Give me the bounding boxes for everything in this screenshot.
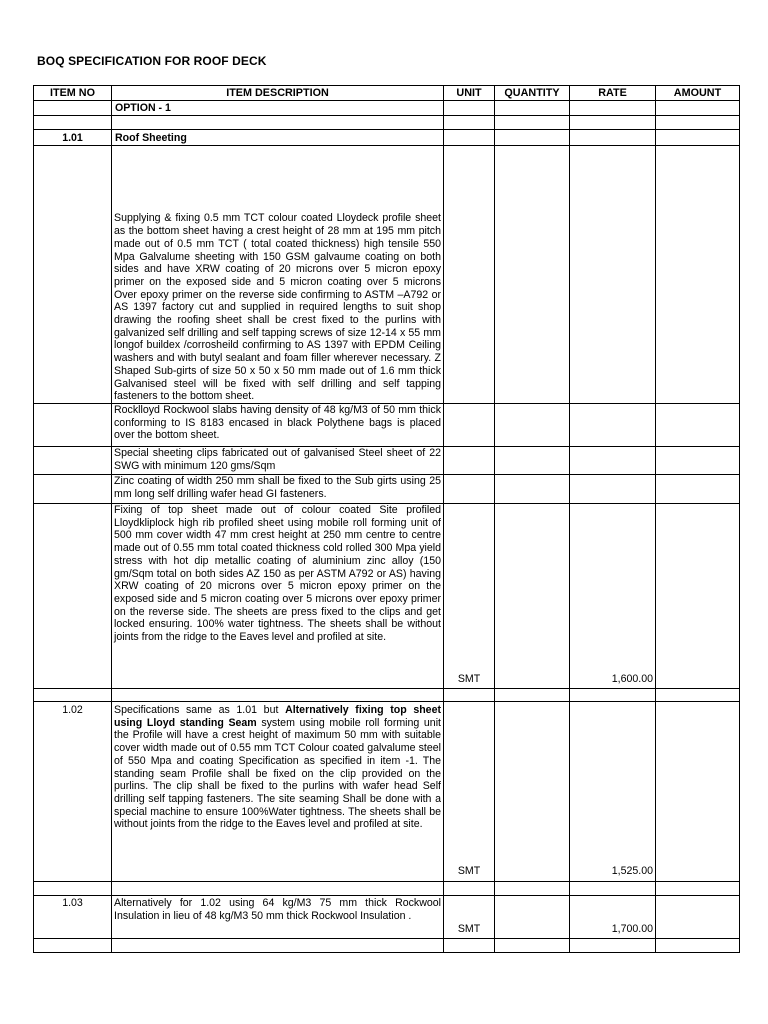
item-unit: SMT xyxy=(444,504,495,689)
header-row xyxy=(34,86,740,101)
table-row xyxy=(34,896,740,939)
item-rate: 1,525.00 xyxy=(570,702,656,882)
table-row xyxy=(34,116,740,130)
item-rate: 1,700.00 xyxy=(570,896,656,939)
item-heading: Roof Sheeting xyxy=(112,130,444,146)
table-row xyxy=(34,504,740,689)
header-unit: UNIT xyxy=(444,86,495,101)
table-row xyxy=(34,939,740,953)
item-number: 1.03 xyxy=(34,896,112,939)
item-number: 1.02 xyxy=(34,702,112,882)
item-description: Supplying & fixing 0.5 mm TCT colour coated Lloydeck profile sheet as the bottom sheet having a crest height of 28 mm at 195 mm pitch made out of 0.5 mm TCT ( total coated thickness) high tensile 550 Mpa Galvalume sheeting with 150 GSM galvaume coating on both sides and have XRW coating of 20 microns over 5 micron epoxy primer on the exposed side and 5 micron coating over 5 microns Over epoxy primer on the reverse side confirming to ASTM –A792 or AS 1397 factory cut and supplied in required lengths to suit shop drawing the roofing sheet shall be crest fixed to the purlins with galvanized self drilling and self tapping screws of size 12-14 x 55 mm longof buildex /corrosheild confirming to AS 1397 with EPDM Ceiling washers and with butyl sealant and foam filler wherever necessary. Z Shaped Sub-girts of size 50 x 50 x 50 mm made out of 1.6 mm thick Galvanised steel will be fixed with self drilling and self tapping fasteners to the bottom sheet. xyxy=(112,146,444,404)
item-number: 1.01 xyxy=(34,130,112,146)
item-description-bold: Alternatively fixing top sheet using Lloyd standing Seam xyxy=(114,704,441,729)
table-row xyxy=(34,146,740,404)
header-item-description: ITEM DESCRIPTION xyxy=(112,86,444,101)
item-unit: SMT xyxy=(444,702,495,882)
option-label: OPTION - 1 xyxy=(112,101,444,116)
table-row xyxy=(34,447,740,475)
header-rate: RATE xyxy=(570,86,656,101)
item-description: Rocklloyd Rockwool slabs having density of 48 kg/M3 of 50 mm thick conforming to IS 8183 encased in black Polythene bags is placed over the bottom sheet. xyxy=(112,404,444,447)
table-row xyxy=(34,702,740,882)
item-description: Special sheeting clips fabricated out of galvanised Steel sheet of 22 SWG with minimum 120 gms/Sqm xyxy=(112,447,444,475)
item-description: Zinc coating of width 250 mm shall be fixed to the Sub girts using 25 mm long self drilling wafer head GI fasteners. xyxy=(112,475,444,504)
item-rate: 1,600.00 xyxy=(570,504,656,689)
item-description xyxy=(112,702,444,882)
item-description: Fixing of top sheet made out of colour coated Site profiled Lloydkliplock high rib profiled sheet using mobile roll forming unit of 500 mm cover width 47 mm crest height at 250 mm centre to centre made out of 0.55 mm total coated thickness cold rolled 300 Mpa yield stress with hot dip metallic coating of aluminium zinc alloy (150 gm/Sqm total on both sides AZ 150 as per ASTM A792 or AS) having XRW coating of 20 microns over 5 micron epoxy primer on the exposed side and 5 micron coating over 5 microns over epoxy primer on the reverse side. The sheets are press fixed to the clips and get locked ensuring. 100% water tightness. The sheets shall be without joints from the ridge to the Eaves level and profiled at site. xyxy=(112,504,444,689)
boq-table xyxy=(33,85,740,953)
table-row xyxy=(34,404,740,447)
header-amount: AMOUNT xyxy=(656,86,740,101)
item-description-lead: Specifications same as 1.01 but xyxy=(114,704,286,716)
item-description: Alternatively for 1.02 using 64 kg/M3 75 mm thick Rockwool Insulation in lieu of 48 kg/M3 50 mm thick Rockwool Insulation . xyxy=(112,896,444,939)
table-row xyxy=(34,475,740,504)
table-row xyxy=(34,882,740,896)
table-row xyxy=(34,689,740,702)
item-unit: SMT xyxy=(444,896,495,939)
item-description-rest: system using mobile roll forming unit the Profile will have a crest height of maximum 50 mm with suitable cover width made out of 0.55 mm TCT Colour coated galvalume steel of 550 Mpa and coating Specification as specified in item -1. The standing seam Profile shall be fixed on the clip provided on the purlins. The clip shall be fixed to the purlins with wafer head Self drilling self tapping fasteners. The site seaming Shall be done with a special machine to ensure 100%Water tightness. The sheets shall be without joints from the ridge to the Eaves level and profiled at site. xyxy=(114,716,441,831)
header-quantity: QUANTITY xyxy=(495,86,570,101)
header-item-no: ITEM NO xyxy=(34,86,112,101)
table-row xyxy=(34,130,740,146)
table-row xyxy=(34,101,740,116)
page-title: BOQ SPECIFICATION FOR ROOF DECK xyxy=(37,54,267,68)
